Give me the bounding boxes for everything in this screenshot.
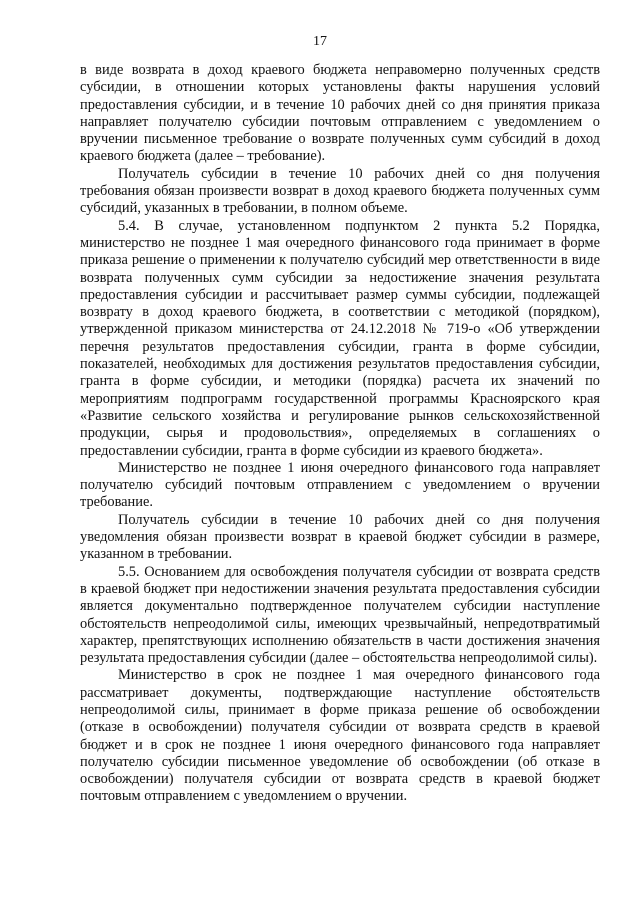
paragraph-return-obligation: Получатель субсидии в течение 10 рабочих дней со дня получения требования обязан произвести возврат в доход краевого бюджета полученных сумм субсидий, указанных в требовании, в полном объеме. <box>80 165 600 217</box>
paragraph-continuation: в виде возврата в доход краевого бюджета неправомерно полученных средств субсидии, в отношении которых установлены факты нарушения условий предоставления субсидии, и в течение 10 рабочих дней со дня принятия приказа направляет получателю субсидии почтовым отправлением с уведомлением о вручении письменное требование о возврате полученных сумм субсидий в доход краевого бюджета (далее – требование). <box>80 62 600 165</box>
paragraph-5-5: 5.5. Основанием для освобождения получателя субсидии от возврата средств в краевой бюджет при недостижении значения результата предоставления субсидии является документально подтвержденное получателем субсидии наступление обстоятельств непреодолимой силы, имеющих чрезвычайный, непредотвратимый характер, препятствующих исполнению обязательств в части достижения значения результата предоставления субсидии (далее – обстоятельства непреодолимой силы). <box>80 563 600 667</box>
paragraph-5-4: 5.4. В случае, установленном подпунктом 2 пункта 5.2 Порядка, министерство не позднее 1 мая очередного финансового года принимает в форме приказа решение о применении к получателю субсидий мер ответственности в виде возврата полученных сумм субсидии за недостижение значения результата предоставления субсидии и рассчитывает размер суммы субсидии, подлежащей возврату в доход краевого бюджета, в соответствии с методикой (порядком), утвержденной приказом министерства от 24.12.2018 № 719-о «Об утверждении перечня результатов предоставления субсидии, гранта в форме субсидии, показателей, необходимых для достижения результатов предоставления субсидии, гранта в форме субсидии, и методики (порядка) расчета их значений по мероприятиям подпрограмм государственной программы Красноярского края «Развитие сельского хозяйства и регулирование рынков сельскохозяйственной продукции, сырья и продовольствия», определяемых в соглашениях о предоставлении субсидии, гранта в форме субсидии из краевого бюджета». <box>80 217 600 459</box>
page-number: 17 <box>313 34 327 49</box>
paragraph-ministry-review: Министерство в срок не позднее 1 мая очередного финансового года рассматривает документы, подтверждающие наступление обстоятельств непреодолимой силы, принимает в форме приказа решение об освобождении (отказе в освобождении) получателя субсидии от возврата средств в краевой бюджет и в срок не позднее 1 июня очередного финансового года направляет получателю субсидии письменное уведомление об освобождении (об отказе в освобождении) получателя субсидии от возврата средств в краевой бюджет почтовым отправлением с уведомлением о вручении. <box>80 667 600 805</box>
paragraph-ministry-deadline: Министерство не позднее 1 июня очередного финансового года направляет получателю субсидий почтовым отправлением с уведомлением о вручении требование. <box>80 459 600 511</box>
document-body <box>80 62 600 806</box>
paragraph-recipient-return: Получатель субсидии в течение 10 рабочих дней со дня получения уведомления обязан произвести возврат в краевой бюджет субсидии в размере, указанном в требовании. <box>80 511 600 563</box>
